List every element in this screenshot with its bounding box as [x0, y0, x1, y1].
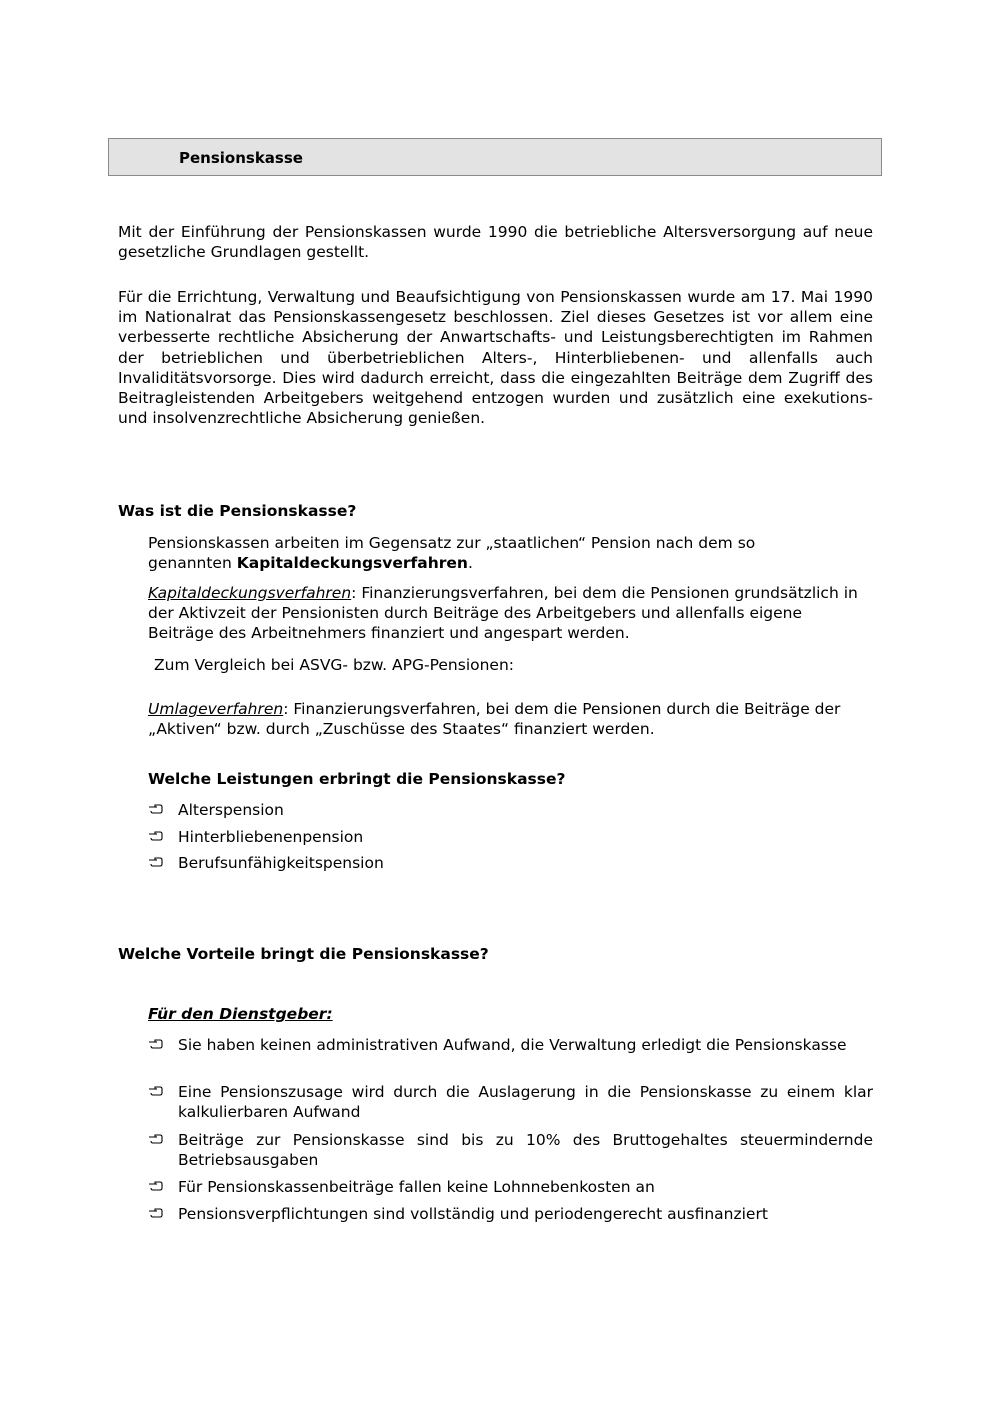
list-item-text: Für Pensionskassenbeiträge fallen keine Lohnnebenkosten an: [178, 1178, 655, 1196]
list-item: [148, 1177, 873, 1197]
list-item-text: Alterspension: [178, 801, 284, 819]
pointing-hand-icon: [148, 829, 164, 843]
list-item-text: Sie haben keinen administrativen Aufwand, die Verwaltung erledigt die Pensionskasse: [178, 1036, 847, 1054]
page-title: Pensionskasse: [179, 149, 303, 167]
explanation-bold-term: Kapitaldeckungsverfahren: [236, 554, 468, 573]
list-item: [148, 800, 873, 820]
list-item: [148, 1204, 873, 1224]
list-item-text: Pensionsverpflichtungen sind vollständig und periodengerecht ausfinanziert: [178, 1205, 768, 1223]
section-heading-advantages: Welche Vorteile bringt die Pensionskasse?: [118, 945, 489, 963]
pointing-hand-icon: [148, 802, 164, 816]
pointing-hand-icon: [148, 1132, 164, 1146]
definition-text-kapitaldeckung: : Finanzierungsverfahren, bei dem die Pensionen grundsätzlich in der Aktivzeit der Pensionisten durch Beiträge des Arbeitgebers und allenfalls eigene Beiträge des Arbeitnehmers finanziert und angespart werden.: [148, 584, 858, 643]
list-item: [148, 827, 873, 847]
title-box: [108, 138, 882, 176]
comparison-note: Zum Vergleich bei ASVG- bzw. APG-Pensionen:: [154, 656, 515, 674]
list-item: [148, 1035, 873, 1055]
employer-subheading: Für den Dienstgeber:: [148, 1005, 333, 1023]
list-item: [148, 1082, 873, 1122]
pointing-hand-icon: [148, 1179, 164, 1193]
list-item-text: Beiträge zur Pensionskasse sind bis zu 10% des Bruttogehaltes steuermindernde Betriebsausgaben: [178, 1131, 873, 1170]
intro-paragraph-1: Mit der Einführung der Pensionskassen wurde 1990 die betriebliche Altersversorgung auf neue gesetzliche Grundlagen gestellt.: [118, 223, 873, 262]
list-item-text: Eine Pensionszusage wird durch die Auslagerung in die Pensionskasse zu einem klar kalkulierbaren Aufwand: [178, 1083, 873, 1122]
pointing-hand-icon: [148, 1206, 164, 1220]
intro-paragraph-2: Für die Errichtung, Verwaltung und Beaufsichtigung von Pensionskassen wurde am 17. Mai 1990 im Nationalrat das Pensionskassengesetz beschlossen. Ziel dieses Gesetzes ist vor allem eine verbesserte rechtliche Absicherung der Anwartschafts- und Leistungsberechtigten im Rahmen der betrieblichen und überbetrieblichen Alters-, Hinterbliebenen- und allenfalls auch Invaliditätsvorsorge. Dies wird dadurch erreicht, dass die eingezahlten Beiträge dem Zugriff des Beitragleistenden Arbeitgebers weitgehend entzogen wurden und zusätzlich eine exekutions- und insolvenzrechtliche Absicherung genießen.: [118, 288, 873, 428]
explanation-text: Pensionskassen arbeiten im Gegensatz zur „staatlichen“ Pension nach dem so genannten: [148, 534, 756, 573]
definition-term-kapitaldeckung: Kapitaldeckungsverfahren: [148, 584, 352, 602]
list-item: [148, 853, 873, 873]
explanation-end: .: [467, 554, 473, 573]
pointing-hand-icon: [148, 855, 164, 869]
pointing-hand-icon: [148, 1084, 164, 1098]
definition-term-umlage: Umlageverfahren: [148, 700, 284, 718]
list-item-text: Hinterbliebenenpension: [178, 828, 364, 846]
list-item: [148, 1130, 873, 1170]
explanation-paragraph: [148, 533, 838, 573]
benefits-heading: Welche Leistungen erbringt die Pensionskasse?: [148, 770, 566, 788]
list-item-text: Berufsunfähigkeitspension: [178, 854, 384, 872]
section-heading-what: Was ist die Pensionskasse?: [118, 502, 357, 520]
definition-kapitaldeckung: [148, 583, 860, 644]
definition-umlage: [148, 699, 873, 739]
pointing-hand-icon: [148, 1037, 164, 1051]
definition-text-umlage: : Finanzierungsverfahren, bei dem die Pensionen durch die Beiträge der „Aktiven“ bzw. durch „Zuschüsse des Staates“ finanziert werden.: [148, 700, 841, 739]
